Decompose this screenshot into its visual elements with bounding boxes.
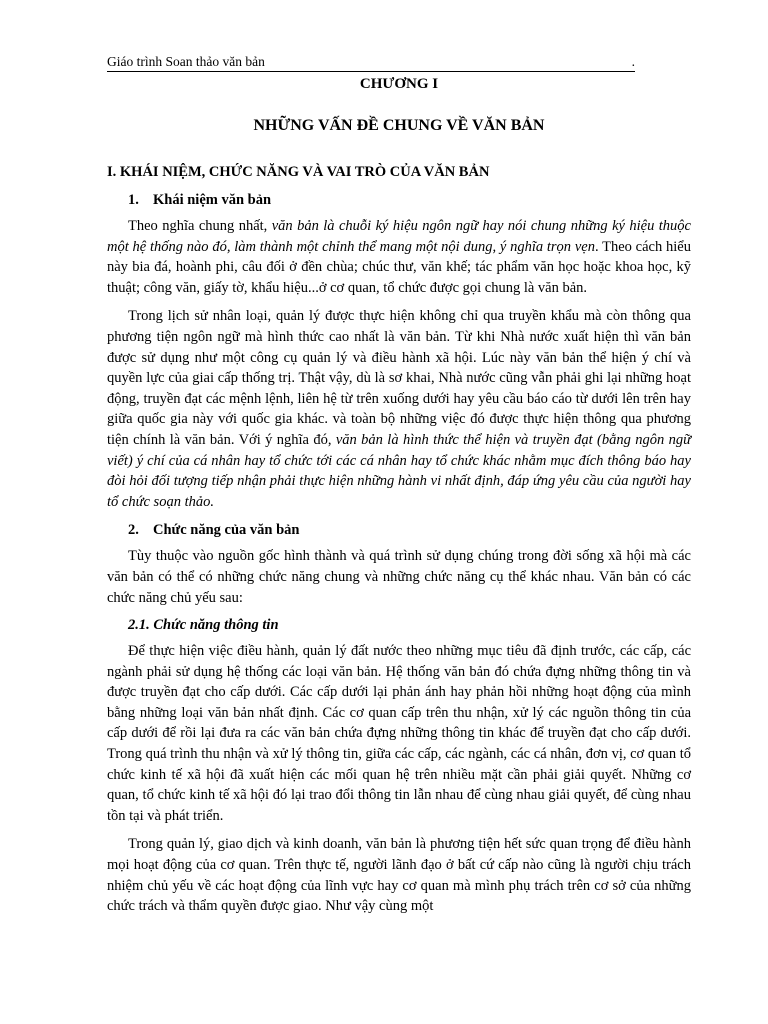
- header-dot: .: [631, 54, 635, 69]
- section-heading: I. KHÁI NIỆM, CHỨC NĂNG VÀ VAI TRÒ CỦA VĂN BẢN: [107, 164, 490, 180]
- page-content: [107, 73, 691, 917]
- subsection-number: 2.: [128, 522, 139, 539]
- running-header: [107, 53, 635, 72]
- paragraph-italic-definition: văn bản là chuỗi ký hiệu ngôn ngữ hay nói chung những ký hiệu thuộc một hệ thống nào đó, làm thành một chỉnh thể mang một nội dung, ý nghĩa trọn vẹn: [107, 218, 691, 255]
- paragraph-text: Trong lịch sử nhân loại, quản lý được thực hiện không chỉ qua truyền khẩu mà còn thông qua phương tiện ngôn ngữ mà hình thức cao nhất là văn bản. Từ khi Nhà nước xuất hiện thì văn bản được sử dụng như một công cụ quản lý và điều hành xã hội. Lúc này văn bản thể hiện ý chí và quyền lực của giai cấp thống trị. Thật vậy, dù là sơ khai, Nhà nước cũng vẫn phải ghi lại những hoạt động, truyền đạt các mệnh lệnh, liên hệ từ trên xuống dưới hay yêu cầu báo cáo từ dưới lên trên hay giữa quốc gia này với quốc gia khác. và toàn bộ những việc đó được thực hiện thông qua phương tiện chính là văn bản. Với ý nghĩa đó,: [107, 308, 691, 448]
- paragraph-functions-intro: Tùy thuộc vào nguồn gốc hình thành và quá trình sử dụng chúng trong đời sống xã hội mà các văn bản có thể có những chức năng chung và những chức năng cụ thể khác nhau. Văn bản có các chức năng chủ yếu sau:: [107, 548, 691, 606]
- header-text: Giáo trình Soan thảo văn bản: [107, 54, 265, 69]
- chapter-title: NHỮNG VẤN ĐỀ CHUNG VỀ VĂN BẢN: [253, 117, 545, 134]
- subsection-heading-2: [107, 520, 691, 540]
- subsection-number: 1.: [128, 192, 139, 208]
- subsection-title: Chức năng của văn bản: [153, 522, 300, 539]
- paragraph-management: Trong quản lý, giao dịch và kinh doanh, văn bản là phương tiện hết sức quan trọng để điều hành mọi hoạt động của cơ quan. Trên thực tế, người lãnh đạo ở bất cứ cấp nào cũng là người chịu trách nhiệm chủ yếu về các hoạt động của lĩnh vực hay cơ quan mà mình phụ trách trên cơ sở của những chức trách và thẩm quyền được giao. Như vậy cùng một: [107, 836, 691, 915]
- chapter-heading: CHƯƠNG I: [359, 76, 439, 92]
- paragraph-information-function: Để thực hiện việc điều hành, quản lý đất nước theo những mục tiêu đã định trước, các cấp, các ngành phải sử dụng hệ thống các loại văn bản. Hệ thống văn bản đó chứa đựng những thông tin và được truyền đạt cho cấp dưới. Các cấp dưới lại phản ánh hay phản hồi những hoạt động của mình bằng những loại văn bản nhất định. Các cơ quan cấp trên thu nhận, xử lý các nguồn thông tin của cấp dưới để rồi lại đưa ra các văn bản chứa đựng những thông tin khác để truyền đạt cho cấp dưới. Trong quá trình thu nhận và xử lý thông tin, giữa các cấp, các ngành, các cá nhân, đơn vị, cơ quan tổ chức kinh tế xã hội đã xuất hiện các mối quan hệ trên nhiều mặt cần phải giải quyết. Những cơ quan, tổ chức kinh tế xã hội đó lại trao đổi thông tin lẫn nhau để cùng nhau giải quyết, để cùng nhau tồn tại và phát triển.: [107, 643, 691, 824]
- subsection-heading-1: [107, 190, 691, 210]
- subsection-heading-2-1: 2.1. Chức năng thông tin: [128, 617, 279, 634]
- paragraph-italic-definition: văn bản là hình thức thể hiện và truyền đạt (bằng ngôn ngữ viết) ý chí của cá nhân hay tổ chức tới các cá nhân hay tổ chức khác nhằm mục đích thông báo hay đòi hỏi đối tượng tiếp nhận phải thực hiện những hành vi nhất định, đáp ứng yêu cầu của người hay tổ chức soạn thảo.: [107, 431, 691, 510]
- paragraph-text: Theo nghĩa chung nhất,: [128, 218, 272, 234]
- paragraph-text: . Theo cách hiểu này bia đá, hoành phi, câu đối ở đền chùa; chúc thư, văn khế; tác phẩm văn học hoặc khoa học, kỹ thuật; công văn, giấy tờ, khẩu hiệu...ở cơ quan, tổ chức được gọi chung là văn bản.: [107, 238, 691, 296]
- subsection-title: Khái niệm văn bản: [153, 192, 272, 208]
- paragraph-definition: [107, 216, 691, 298]
- paragraph-history: [107, 306, 691, 512]
